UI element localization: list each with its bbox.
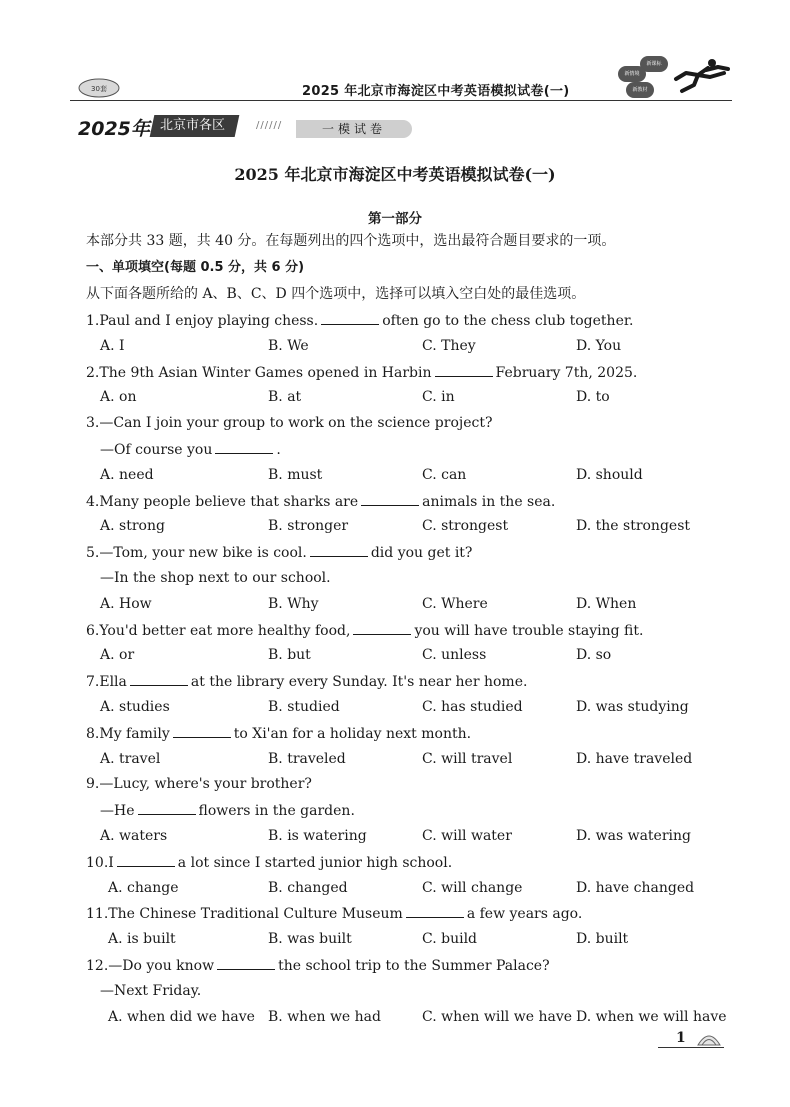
answer-option-b[interactable]: B. was built xyxy=(268,931,352,948)
question-number: 3. xyxy=(86,415,100,432)
answer-option-b[interactable]: B. changed xyxy=(268,879,348,896)
answer-option-b[interactable]: B. Why xyxy=(268,595,319,612)
stem-text-before-blank: I xyxy=(108,854,114,871)
answer-option-a[interactable]: A. on xyxy=(100,389,137,406)
section-instruction: 从下面各题所给的 A、B、C、D 四个选项中，选择可以填入空白处的最佳选项。 xyxy=(86,286,586,302)
answer-option-d[interactable]: D. You xyxy=(576,337,622,354)
stem-text-before-blank: —Do you know xyxy=(108,958,215,974)
answer-option-c[interactable]: C. strongest xyxy=(422,518,509,535)
question-number: 6. xyxy=(86,622,100,639)
runner-icon xyxy=(668,55,730,95)
stem-text-before-blank: You'd better eat more healthy food, xyxy=(99,622,351,639)
question-stem xyxy=(86,724,471,743)
question-stem xyxy=(86,672,527,691)
question-number: 1. xyxy=(86,313,100,329)
answer-option-d[interactable]: D. was watering xyxy=(576,828,691,844)
stem-text-before-blank: —Tom, your new bike is cool. xyxy=(99,545,307,562)
answer-option-b[interactable]: B. must xyxy=(268,466,323,483)
answer-option-c[interactable]: C. They xyxy=(422,337,476,354)
stem-text-before-blank: —Of course you xyxy=(100,442,213,458)
running-title: 2025 年北京市海淀区中考英语模拟试卷(一) xyxy=(302,84,570,99)
section-heading: 一、单项填空(每题 0.5 分，共 6 分) xyxy=(86,260,305,275)
question-number: 9. xyxy=(86,776,100,793)
answer-option-d[interactable]: D. the strongest xyxy=(576,518,691,535)
stem-text-before-blank: Many people believe that sharks are xyxy=(99,493,359,510)
answer-option-c[interactable]: C. will water xyxy=(422,828,512,844)
answer-blank[interactable] xyxy=(406,904,464,918)
question-number: 2. xyxy=(86,364,100,381)
stem-text-after-blank: often go to the chess club together. xyxy=(382,313,634,329)
answer-option-b[interactable]: B. studied xyxy=(268,699,340,715)
stem-text-after-blank: you will have trouble staying fit. xyxy=(414,622,644,639)
banner-region xyxy=(150,115,240,137)
question-stem xyxy=(100,982,201,1000)
question-stem xyxy=(100,440,281,459)
part-title: 第一部分 xyxy=(368,211,422,227)
question-number: 12. xyxy=(86,958,109,974)
stem-text-after-blank: did you get it? xyxy=(370,545,473,562)
answer-blank[interactable] xyxy=(130,672,188,686)
stem-text-after-blank: to Xi'an for a holiday next month. xyxy=(233,725,472,742)
answer-option-d[interactable]: D. When xyxy=(576,595,637,612)
stem-text-after-blank: flowers in the garden. xyxy=(198,803,355,820)
question-stem xyxy=(100,801,355,820)
stem-text-before-blank: —He xyxy=(100,803,135,820)
answer-option-a[interactable]: A. is built xyxy=(108,931,176,948)
stem-text: —In the shop next to our school. xyxy=(100,570,331,586)
banner-region-label: 北京市各区 xyxy=(160,118,226,133)
answer-option-c[interactable]: C. build xyxy=(422,931,478,948)
answer-option-b[interactable]: B. when we had xyxy=(268,1008,381,1025)
answer-option-d[interactable]: D. was studying xyxy=(576,699,689,715)
answer-option-d[interactable]: D. have changed xyxy=(576,879,695,896)
answer-option-b[interactable]: B. is watering xyxy=(268,828,367,844)
answer-option-a[interactable]: A. travel xyxy=(100,750,161,767)
answer-option-d[interactable]: D. to xyxy=(576,389,610,406)
answer-option-a[interactable]: A. when did we have xyxy=(108,1008,255,1025)
answer-option-a[interactable]: A. or xyxy=(100,647,135,664)
answer-option-d[interactable]: D. built xyxy=(576,931,629,948)
answer-option-a[interactable]: A. studies xyxy=(100,699,170,715)
question-stem xyxy=(86,621,643,640)
stem-text-before-blank: Ella xyxy=(99,674,127,691)
badge-new-curriculum: 新课标 xyxy=(640,56,668,72)
stem-text-before-blank: The 9th Asian Winter Games opened in Harbin xyxy=(99,364,432,381)
answer-blank[interactable] xyxy=(138,801,196,815)
question-stem xyxy=(86,414,492,432)
answer-option-d[interactable]: D. so xyxy=(576,647,612,664)
answer-option-a[interactable]: A. strong xyxy=(100,518,165,535)
answer-option-d[interactable]: D. have traveled xyxy=(576,750,693,767)
stem-text-after-blank: . xyxy=(276,442,281,458)
banner-year: 2025年 xyxy=(78,118,150,140)
question-stem xyxy=(86,956,550,975)
question-stem xyxy=(86,492,555,511)
answer-option-b[interactable]: B. traveled xyxy=(268,750,346,767)
question-stem xyxy=(86,543,472,562)
answer-blank[interactable] xyxy=(217,956,275,970)
svg-text:30套: 30套 xyxy=(91,85,107,93)
question-number: 7. xyxy=(86,674,100,691)
answer-option-b[interactable]: B. We xyxy=(268,337,309,354)
stem-text: —Lucy, where's your brother? xyxy=(99,776,312,793)
answer-blank[interactable] xyxy=(435,363,493,377)
answer-blank[interactable] xyxy=(117,853,175,867)
answer-blank[interactable] xyxy=(361,492,419,506)
answer-option-a[interactable]: A. How xyxy=(100,595,152,612)
publisher-logo-icon xyxy=(78,76,120,98)
answer-blank[interactable] xyxy=(173,724,231,738)
stem-text: —Can I join your group to work on the science project? xyxy=(99,415,493,432)
stem-text-after-blank: a few years ago. xyxy=(466,906,583,923)
question-stem xyxy=(86,311,633,330)
banner-slashes: ////// xyxy=(256,120,283,131)
answer-option-c[interactable]: C. when will we have xyxy=(422,1008,573,1025)
answer-blank[interactable] xyxy=(353,621,411,635)
answer-blank[interactable] xyxy=(321,311,379,325)
badge-new-context: 新情境 xyxy=(618,66,646,82)
answer-option-d[interactable]: D. should xyxy=(576,466,643,483)
question-stem xyxy=(100,569,331,587)
stem-text-after-blank: a lot since I started junior high school. xyxy=(177,854,453,871)
footer-rule xyxy=(658,1047,724,1048)
page-number: 1 xyxy=(676,1030,686,1046)
answer-option-a[interactable]: A. I xyxy=(100,337,125,354)
question-stem xyxy=(86,904,582,923)
answer-option-b[interactable]: B. but xyxy=(268,647,311,664)
question-stem xyxy=(86,363,637,382)
answer-option-b[interactable]: B. at xyxy=(268,389,302,406)
part-intro: 本部分共 33 题，共 40 分。在每题列出的四个选项中，选出最符合题目要求的一项。 xyxy=(86,233,616,249)
stem-text: —Next Friday. xyxy=(100,982,202,999)
exam-banner xyxy=(78,112,418,142)
badge-new-textbook: 新教材 xyxy=(626,82,654,98)
answer-option-c[interactable]: C. has studied xyxy=(422,699,523,715)
question-number: 4. xyxy=(86,493,100,510)
question-number: 5. xyxy=(86,545,100,562)
exam-title: 2025 年北京市海淀区中考英语模拟试卷(一) xyxy=(234,165,556,184)
stem-text-after-blank: animals in the sea. xyxy=(422,493,556,510)
answer-option-d[interactable]: D. when we will have xyxy=(576,1008,727,1025)
question-number: 10. xyxy=(86,854,109,871)
answer-option-c[interactable]: C. Where xyxy=(422,595,488,612)
question-number: 8. xyxy=(86,725,100,742)
answer-option-c[interactable]: C. will travel xyxy=(422,750,513,767)
stem-text-before-blank: Paul and I enjoy playing chess. xyxy=(99,313,319,329)
stem-text-after-blank: at the library every Sunday. It's near her home. xyxy=(190,674,528,691)
answer-option-c[interactable]: C. in xyxy=(422,389,455,406)
stem-text-after-blank: February 7th, 2025. xyxy=(495,364,638,381)
answer-option-a[interactable]: A. need xyxy=(100,466,154,483)
answer-option-c[interactable]: C. can xyxy=(422,466,467,483)
answer-option-c[interactable]: C. unless xyxy=(422,647,487,664)
stem-text-after-blank: the school trip to the Summer Palace? xyxy=(278,958,550,974)
question-stem xyxy=(86,775,312,793)
answer-option-b[interactable]: B. stronger xyxy=(268,518,349,535)
answer-blank[interactable] xyxy=(310,543,368,557)
answer-option-a[interactable]: A. change xyxy=(108,879,179,896)
answer-blank[interactable] xyxy=(215,440,273,454)
stem-text-before-blank: The Chinese Traditional Culture Museum xyxy=(108,906,403,923)
banner-subtitle: 一模试卷 xyxy=(296,120,412,138)
footer-deco-icon xyxy=(696,1025,722,1047)
stem-text-before-blank: My family xyxy=(99,725,170,742)
question-number: 11. xyxy=(86,906,109,923)
answer-option-a[interactable]: A. waters xyxy=(100,828,168,844)
answer-option-c[interactable]: C. will change xyxy=(422,879,523,896)
question-stem xyxy=(86,853,452,872)
